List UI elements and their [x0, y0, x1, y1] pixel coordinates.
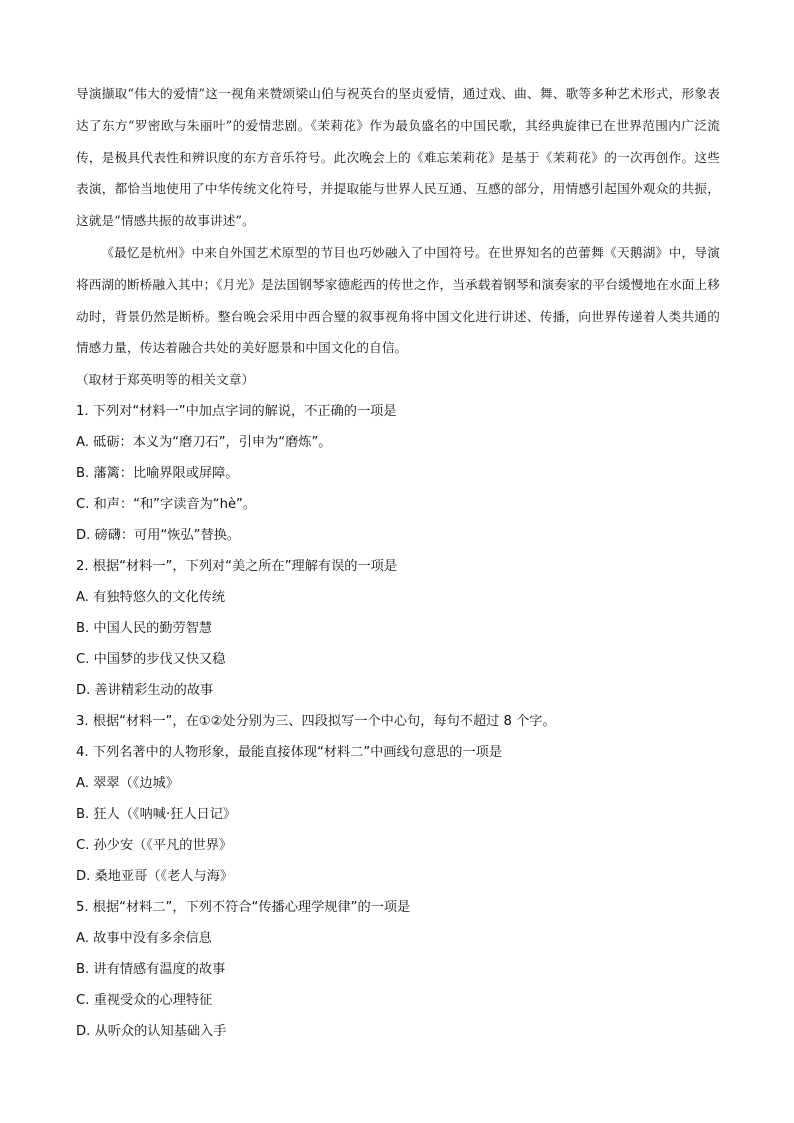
- answer-option: A. 砥砺：本义为“磨刀石”，引申为“磨炼”。: [76, 434, 332, 450]
- answer-option: D. 善讲精彩生动的故事: [76, 682, 214, 698]
- passage-source: （取材于郑英明等的相关文章）: [76, 372, 255, 388]
- question-stem: 5. 根据“材料二”，下列不符合“传播心理学规律”的一项是: [76, 899, 411, 915]
- answer-option: A. 有独特悠久的文化传统: [76, 589, 226, 605]
- answer-option: D. 磅礴：可用“恢弘”替换。: [76, 527, 241, 543]
- question-stem: 4. 下列名著中的人物形象，最能直接体现“材料二”中画线句意思的一项是: [76, 744, 503, 760]
- answer-option: A. 故事中没有多余信息: [76, 930, 212, 946]
- answer-option: B. 狂人（《呐喊·狂人日记》: [76, 806, 237, 822]
- answer-option: D. 桑地亚哥（《老人与海》: [76, 868, 233, 884]
- document-page: [76, 78, 720, 1047]
- answer-option: B. 讲有情感有温度的故事: [76, 961, 226, 977]
- answer-option: C. 孙少安（《平凡的世界》: [76, 837, 233, 853]
- question-list: [76, 396, 720, 1047]
- answer-option: D. 从听众的认知基础入手: [76, 1023, 227, 1039]
- passage-paragraph: 导演撷取“伟大的爱情”这一视角来赞颂梁山伯与祝英台的坚贞爱情，通过戏、曲、舞、歌等多种艺术形式，形象表达了东方“罗密欧与朱丽叶”的爱情悲剧。《茉莉花》作为最负盛名的中国民歌，其经典旋律已在世界范围内广泛流传，是极具代表性和辨识度的东方音乐符号。此次晚会上的《难忘茉莉花》是基于《茉莉花》的一次再创作。这些表演，都恰当地使用了中华传统文化符号，并提取能与世界人民互通、互感的部分，用情感引起国外观众的共振，这就是“情感共振的故事讲述”。: [76, 86, 720, 229]
- question-stem: 3. 根据“材料一”，在①②处分别为三、四段拟写一个中心句，每句不超过 8 个字。: [76, 713, 556, 729]
- answer-option: C. 和声：“和”字读音为“hè”。: [76, 496, 257, 512]
- passage-paragraph: 《最忆是杭州》中来自外国艺术原型的节目也巧妙融入了中国符号。在世界知名的芭蕾舞《天鹅湖》中，导演将西湖的断桥融入其中；《月光》是法国钢琴家德彪西的传世之作，当承载着钢琴和演奏家的平台缓慢地在水面上移动时，背景仍然是断桥。整台晚会采用中西合璧的叙事视角将中国文化进行讲述、传播，向世界传递着人类共通的情感力量，传达着融合共处的美好愿景和中国文化的自信。: [76, 244, 720, 356]
- answer-option: B. 中国人民的勤劳智慧: [76, 620, 213, 636]
- reading-passage: [76, 78, 720, 396]
- answer-option: C. 重视受众的心理特征: [76, 992, 213, 1008]
- answer-option: B. 藩篱：比喻界限或屏障。: [76, 465, 239, 481]
- question-stem: 1. 下列对“材料一”中加点字词的解说，不正确的一项是: [76, 403, 397, 419]
- answer-option: A. 翠翠（《边城》: [76, 775, 179, 791]
- question-stem: 2. 根据“材料一”，下列对“美之所在”理解有误的一项是: [76, 558, 398, 574]
- answer-option: C. 中国梦的步伐又快又稳: [76, 651, 226, 667]
